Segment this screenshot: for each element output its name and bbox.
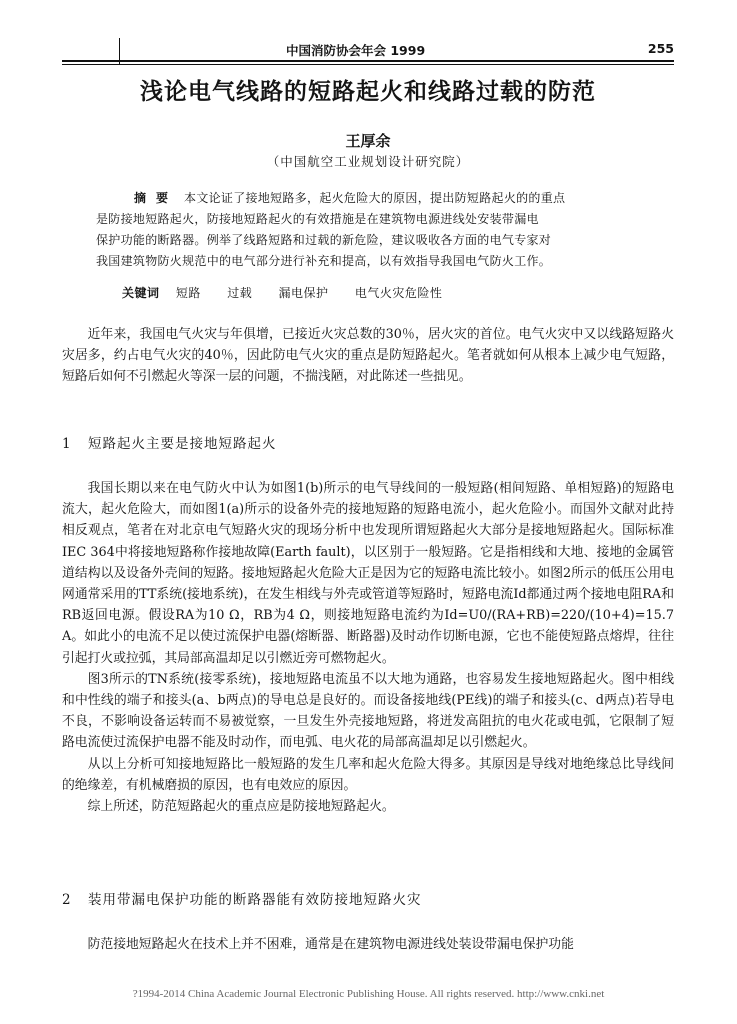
abstract: [96, 188, 642, 272]
section-2-body: [62, 934, 674, 955]
paragraph: 我国长期以来在电气防火中认为如图1(b)所示的电气导线间的一般短路(相间短路、单相短路)的短路电流大，起火危险大，而如图1(a)所示的设备外壳的接地短路的短路电流小，起火危险小。而国外文献对此持相反观点，笔者在对北京电气短路火灾的现场分析中也发现所谓短路起火大部分是接地短路起火。国际标准IEC 364中将接地短路称作接地故障(Earth fault)，以区别于一般短路。它是指相线和大地、接地的金属管道结构以及设备外壳间的短路。接地短路起火危险大正是因为它的短路电流比较小。如图2所示的低压公用电网通常采用的TT系统(接地系统)，在发生相线与外壳或管道等短路时，短路电流Id都通过两个接地电阻RA和RB返回电源。假设RA为10 Ω，RB为4 Ω，则接地短路电流约为Id=U0/(RA+RB)=220/(10+4)=15.7 A。如此小的电流不足以使过流保护电器(熔断器、断路器)及时动作切断电源，它也不能使短路点熔焊，往往引起打火或拉弧，其局部高温却足以引燃近旁可燃物起火。: [62, 481, 674, 666]
page-number: 255: [647, 41, 674, 56]
author-name: 王厚余: [345, 132, 391, 150]
running-header: [62, 40, 674, 60]
abstract-line-3: 保护功能的断路器。例举了线路短路和过载的新危险，建议吸收各方面的电气专家对: [96, 233, 552, 247]
abstract-text-1: 本文论证了接地短路多，起火危险大的原因，提出防短路起火的的重点: [184, 191, 566, 205]
keyword-item: 过载: [227, 286, 253, 300]
section-number: 1: [62, 436, 72, 452]
section-title: 短路起火主要是接地短路起火: [88, 436, 277, 452]
section-title: 装用带漏电保护功能的断路器能有效防接地短路火灾: [88, 892, 422, 908]
keyword-item: 电气火灾危险性: [354, 286, 443, 300]
keywords-label: 关键词: [122, 286, 160, 300]
abstract-label: 摘要: [134, 191, 179, 205]
section-1-heading: [62, 434, 674, 454]
header-rule-thick: [62, 60, 674, 62]
paragraph: 综上所述，防范短路起火的重点应是防接地短路起火。: [87, 799, 395, 815]
paper-title: 浅论电气线路的短路起火和线路过载的防范: [140, 78, 596, 105]
keywords: [122, 284, 642, 302]
intro-paragraph: 近年来，我国电气火灾与年俱增，已接近火灾总数的30％，居火灾的首位。电气火灾中又以线路短路火灾居多，约占电气火灾的40％，因此防电气火灾的重点是防短路起火。笔者就如何从根本上减少电气短路，短路后如何不引燃起火等深一层的问题，不揣浅陋，对此陈述一些拙见。: [62, 327, 674, 385]
section-number: 2: [62, 892, 72, 908]
paragraph: 图3所示的TN系统(接零系统)，接地短路电流虽不以大地为通路，也容易发生接地短路起火。图中相线和中性线的端子和接头(a、b两点)的导电总是良好的。而设备接地线(PE线)的端子和接头(c、d两点)若导电不良，不影响设备运转而不易被觉察，一旦发生外壳接地短路，将迸发高阻抗的电火花或电弧，它限制了短路电流使过流保护电器不能及时动作，而电弧、电火花的局部高温却足以引燃起火。: [62, 671, 674, 751]
copyright-footer: ?1994-2014 China Academic Journal Electronic Publishing House. All rights reserved. http://www.cnki.net: [132, 988, 605, 1000]
header-rule-thin: [62, 64, 674, 65]
abstract-line-2: 是防接地短路起火，防接地短路起火的有效措施是在建筑物电源进线处安装带漏电: [96, 212, 539, 226]
paragraph: 从以上分析可知接地短路比一般短路的发生几率和起火危险大得多。其原因是导线对地绝缘总比导线间的绝缘差，有机械磨损的原因，也有电效应的原因。: [62, 756, 674, 793]
section-1-body: [62, 478, 674, 817]
abstract-line-1: [96, 188, 642, 209]
keyword-item: 短路: [175, 286, 201, 300]
intro-section: [62, 324, 674, 388]
keyword-item: 漏电保护: [278, 286, 329, 300]
paragraph: 防范接地短路起火在技术上并不困难，通常是在建筑物电源进线处装设带漏电保护功能: [87, 937, 574, 952]
section-2-heading: [62, 890, 674, 910]
abstract-line-4: 我国建筑物防火规范中的电气部分进行补充和提高，以有效指导我国电气防火工作。: [96, 254, 552, 268]
author-affiliation: （中国航空工业规划设计研究院）: [266, 154, 470, 169]
journal-name: 中国消防协会年会 1999: [286, 43, 426, 58]
